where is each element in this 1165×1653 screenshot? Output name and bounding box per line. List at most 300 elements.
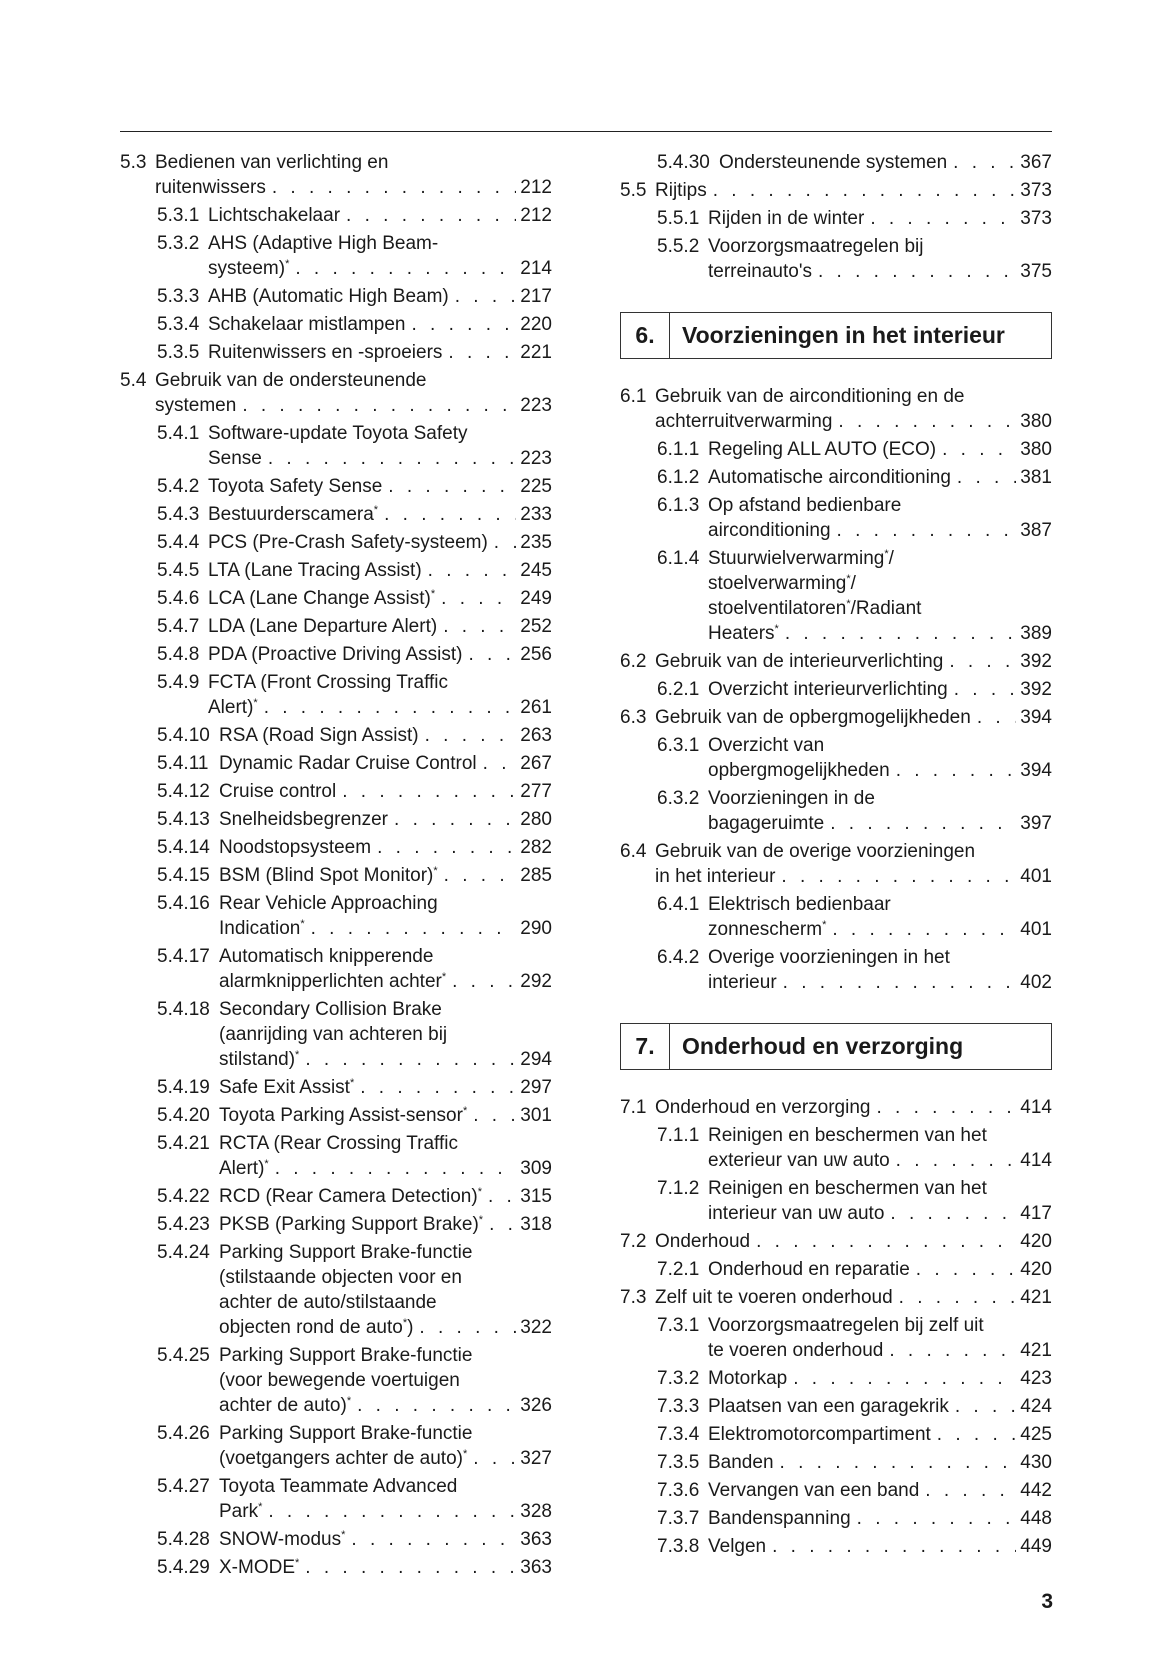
toc-entry-number: 5.4.24 xyxy=(157,1242,210,1263)
toc-entry-number: 5.4.27 xyxy=(157,1476,210,1497)
toc-entry-title-line: systemen xyxy=(155,395,237,416)
toc-entry[interactable] xyxy=(620,1123,1052,1173)
dot-leader xyxy=(977,705,1016,730)
toc-entry[interactable] xyxy=(120,1103,552,1128)
dot-leader xyxy=(468,642,516,667)
toc-entry-title-line: AHS (Adaptive High Beam- xyxy=(208,233,439,254)
toc-entry-title-line: Onderhoud en verzorging xyxy=(655,1097,871,1118)
toc-entry-page: 449 xyxy=(1020,1536,1052,1557)
toc-entry-number: 7.3.1 xyxy=(657,1315,700,1336)
footnote-asterisk: * xyxy=(463,1448,468,1460)
dot-leader xyxy=(346,203,516,228)
toc-entry[interactable] xyxy=(620,546,1052,646)
toc-entry-title-line: Rijtips xyxy=(655,180,707,201)
toc-entry-page: 285 xyxy=(520,865,552,886)
toc-entry-page: 373 xyxy=(1020,208,1052,229)
toc-entry-page: 277 xyxy=(520,781,552,802)
dot-leader xyxy=(488,1184,516,1209)
toc-entry-title-line: zonnescherm* xyxy=(708,919,827,940)
dot-leader xyxy=(949,649,1016,674)
toc-entry[interactable] xyxy=(620,1534,1052,1559)
toc-entry-title-line: Gebruik van de ondersteunende xyxy=(155,370,427,391)
toc-entry-page: 380 xyxy=(1020,439,1052,460)
dot-leader xyxy=(357,1393,516,1418)
dot-leader xyxy=(264,695,517,720)
toc-entry-title-line: Gebruik van de opbergmogelijkheden xyxy=(655,707,971,728)
toc-entry[interactable] xyxy=(120,614,552,639)
toc-entry-page: 290 xyxy=(520,918,552,939)
toc-entry-title-line: SNOW-modus* xyxy=(219,1529,346,1550)
dot-leader xyxy=(837,518,1017,543)
footnote-asterisk: * xyxy=(846,573,851,585)
toc-entry-title-line: Parking Support Brake-functie xyxy=(219,1242,473,1263)
toc-entry[interactable] xyxy=(120,723,552,748)
toc-entry-page: 414 xyxy=(1020,1097,1052,1118)
toc-entry[interactable] xyxy=(620,733,1052,783)
toc-entry[interactable] xyxy=(620,892,1052,942)
toc-entry[interactable] xyxy=(620,384,1052,434)
toc-entry[interactable] xyxy=(120,1075,552,1100)
toc-entry-number: 5.4.22 xyxy=(157,1186,210,1207)
toc-entry-page: 373 xyxy=(1020,180,1052,201)
toc-entry[interactable] xyxy=(620,1257,1052,1282)
dot-leader xyxy=(305,1555,516,1580)
dot-leader xyxy=(295,256,516,281)
toc-entry-title-line: Bedienen van verlichting en xyxy=(155,152,389,173)
toc-entry-title-line: Banden xyxy=(708,1452,774,1473)
toc-entry[interactable] xyxy=(620,705,1052,730)
dot-leader xyxy=(838,409,1016,434)
toc-entry-number: 5.3 xyxy=(120,152,147,173)
toc-entry-page: 328 xyxy=(520,1501,552,1522)
footnote-asterisk: * xyxy=(462,1105,468,1117)
toc-entry-number: 7.1.1 xyxy=(657,1125,700,1146)
toc-entry-number: 5.4.11 xyxy=(157,753,209,774)
toc-entry[interactable] xyxy=(120,474,552,499)
toc-entry-title-line: terreinauto's xyxy=(708,261,812,282)
toc-entry-page: 392 xyxy=(1020,651,1052,672)
dot-leader xyxy=(489,1212,516,1237)
footnote-asterisk: * xyxy=(300,918,305,930)
dot-leader xyxy=(783,970,1017,995)
toc-entry-title-line: Lichtschakelaar xyxy=(208,205,341,226)
toc-entry-page: 263 xyxy=(520,725,552,746)
toc-entry-page: 318 xyxy=(520,1214,552,1235)
toc-entry-page: 280 xyxy=(520,809,552,830)
toc-entry-title-line: RCTA (Rear Crossing Traffic xyxy=(219,1133,458,1154)
toc-entry-number: 6.1 xyxy=(620,386,647,407)
toc-entry-page: 225 xyxy=(520,476,552,497)
toc-entry-page: 249 xyxy=(520,588,552,609)
toc-entry-title-line: objecten rond de auto*) xyxy=(219,1317,414,1338)
toc-entry-title-line: airconditioning xyxy=(708,520,831,541)
toc-entry-title-line: alarmknipperlichten achter* xyxy=(219,971,447,992)
toc-entry-title-line: Alert)* xyxy=(208,697,258,718)
dot-leader xyxy=(452,969,516,994)
footnote-asterisk: * xyxy=(433,865,438,877)
toc-entry-title-line: Park* xyxy=(219,1501,263,1522)
dot-leader xyxy=(830,811,1016,836)
toc-entry-title-line: systeem)* xyxy=(208,258,290,279)
toc-entry[interactable] xyxy=(120,1343,552,1418)
toc-entry-page: 448 xyxy=(1020,1508,1052,1529)
dot-leader xyxy=(455,284,517,309)
dot-leader xyxy=(890,1201,1016,1226)
toc-entry-title-line: (voetgangers achter de auto)* xyxy=(219,1448,468,1469)
toc-entry[interactable] xyxy=(120,807,552,832)
toc-entry-page: 401 xyxy=(1020,919,1052,940)
toc-entry-title-line: interieur van uw auto xyxy=(708,1203,885,1224)
dot-leader xyxy=(242,393,516,418)
dot-leader xyxy=(275,1156,517,1181)
toc-entry[interactable] xyxy=(120,368,552,418)
toc-entry-page: 233 xyxy=(520,504,552,525)
toc-entry-number: 7.3 xyxy=(620,1287,647,1308)
toc-entry[interactable] xyxy=(120,558,552,583)
toc-entry-title-line: Overzicht van xyxy=(708,735,825,756)
toc-entry-number: 7.3.4 xyxy=(657,1424,700,1445)
toc-entry-title-line: Overige voorzieningen in het xyxy=(708,947,950,968)
footnote-asterisk: * xyxy=(295,1557,300,1569)
toc-entry-page: 394 xyxy=(1020,707,1052,728)
toc-entry-number: 5.4.18 xyxy=(157,999,210,1020)
dot-leader xyxy=(781,864,1016,889)
toc-entry-page: 315 xyxy=(520,1186,552,1207)
footnote-asterisk: * xyxy=(884,548,889,560)
toc-entry[interactable] xyxy=(120,421,552,471)
toc-entry-page: 397 xyxy=(1020,813,1052,834)
footnote-asterisk: * xyxy=(846,598,851,610)
chapter-heading[interactable] xyxy=(620,312,1052,359)
dot-leader xyxy=(793,1366,1016,1391)
footnote-asterisk: * xyxy=(346,1395,352,1407)
toc-entry-title-line: achter de auto/stilstaande xyxy=(219,1292,437,1313)
toc-entry-title-line: Automatische airconditioning xyxy=(708,467,951,488)
toc-entry[interactable] xyxy=(120,642,552,667)
toc-entry-title-line: Onderhoud en reparatie xyxy=(708,1259,910,1280)
toc-entry-title-line: bagageruimte xyxy=(708,813,825,834)
toc-entry[interactable] xyxy=(120,502,552,527)
toc-entry[interactable] xyxy=(620,206,1052,231)
toc-entry[interactable] xyxy=(620,150,1052,175)
toc-entry-number: 5.4.5 xyxy=(157,560,200,581)
footnote-asterisk: * xyxy=(822,919,827,931)
toc-entry[interactable] xyxy=(120,1131,552,1181)
toc-entry-title-line: X-MODE* xyxy=(219,1557,300,1578)
toc-entry-page: 223 xyxy=(520,448,552,469)
toc-entry-title-line: Vervangen van een band xyxy=(708,1480,920,1501)
toc-entry-page: 389 xyxy=(1020,623,1052,644)
dot-leader xyxy=(916,1257,1017,1282)
toc-entry-title-line: Voorzorgsmaatregelen bij xyxy=(708,236,924,257)
toc-entry-title-line: FCTA (Front Crossing Traffic xyxy=(208,672,449,693)
toc-entry-number: 5.3.2 xyxy=(157,233,200,254)
toc-entry-page: 380 xyxy=(1020,411,1052,432)
toc-entry-number: 7.3.5 xyxy=(657,1452,700,1473)
toc-entry[interactable] xyxy=(120,779,552,804)
toc-entry[interactable] xyxy=(120,150,552,200)
toc-entry-title-line: RSA (Road Sign Assist) xyxy=(219,725,419,746)
toc-entry-number: 5.4.20 xyxy=(157,1105,210,1126)
toc-entry[interactable] xyxy=(620,1229,1052,1254)
toc-entry-page: 297 xyxy=(520,1077,552,1098)
toc-entry-title-line: Dynamic Radar Cruise Control xyxy=(219,753,477,774)
dot-leader xyxy=(342,779,516,804)
toc-entry[interactable] xyxy=(120,944,552,994)
toc-entry-title-line: Gebruik van de overige voorzieningen xyxy=(655,841,976,862)
toc-entry[interactable] xyxy=(620,493,1052,543)
footnote-asterisk: * xyxy=(430,588,436,600)
toc-entry-title-line: Noodstopsysteem xyxy=(219,837,372,858)
toc-entry-title-line: achterruitverwarming xyxy=(655,411,833,432)
toc-entry[interactable] xyxy=(620,234,1052,284)
dot-leader xyxy=(411,312,516,337)
toc-entry-page: 327 xyxy=(520,1448,552,1469)
toc-entry-title-line: Voorzorgsmaatregelen bij zelf uit xyxy=(708,1315,984,1336)
toc-entry[interactable] xyxy=(620,1285,1052,1310)
toc-entry-title-line: exterieur van uw auto xyxy=(708,1150,890,1171)
toc-entry-title-line: Voorzieningen in de xyxy=(708,788,875,809)
toc-entry-number: 7.2 xyxy=(620,1231,647,1252)
toc-entry-title-line: te voeren onderhoud xyxy=(708,1340,884,1361)
toc-entry[interactable] xyxy=(120,1474,552,1524)
toc-entry[interactable] xyxy=(620,1506,1052,1531)
dot-leader xyxy=(889,1338,1016,1363)
footnote-asterisk: * xyxy=(341,1529,346,1541)
toc-entry-number: 5.4.21 xyxy=(157,1133,210,1154)
toc-entry[interactable] xyxy=(620,677,1052,702)
toc-entry-number: 5.4.8 xyxy=(157,644,200,665)
dot-leader xyxy=(443,614,516,639)
toc-entry[interactable] xyxy=(120,1184,552,1209)
toc-entry[interactable] xyxy=(620,1366,1052,1391)
toc-entry-number: 6.4 xyxy=(620,841,647,862)
toc-entry-page: 442 xyxy=(1020,1480,1052,1501)
toc-entry-title-line: Secondary Collision Brake xyxy=(219,999,442,1020)
toc-entry-title-line: (stilstaande objecten voor en xyxy=(219,1267,462,1288)
toc-entry-page: 421 xyxy=(1020,1287,1052,1308)
toc-entry[interactable] xyxy=(620,1450,1052,1475)
toc-entry[interactable] xyxy=(120,530,552,555)
dot-leader xyxy=(384,502,516,527)
toc-entry-page: 387 xyxy=(1020,520,1052,541)
toc-entry-title-line: Op afstand bedienbare xyxy=(708,495,902,516)
toc-entry[interactable] xyxy=(120,1555,552,1580)
dot-leader xyxy=(272,175,516,200)
toc-entry-number: 5.4.25 xyxy=(157,1345,210,1366)
toc-entry-title-line: Bestuurderscamera* xyxy=(208,504,379,525)
footnote-asterisk: * xyxy=(402,1317,408,1329)
toc-entry-number: 7.1.2 xyxy=(657,1178,700,1199)
toc-entry[interactable] xyxy=(120,891,552,941)
toc-entry[interactable] xyxy=(120,751,552,776)
toc-entry-page: 282 xyxy=(520,837,552,858)
toc-left-column xyxy=(120,150,552,1580)
toc-entry[interactable] xyxy=(620,1394,1052,1419)
dot-leader xyxy=(937,1422,1017,1447)
toc-entry-number: 5.4.26 xyxy=(157,1423,210,1444)
toc-entry-number: 5.4.19 xyxy=(157,1077,210,1098)
toc-entry-title-line: Zelf uit te voeren onderhoud xyxy=(655,1287,893,1308)
footnote-asterisk: * xyxy=(477,1186,482,1198)
toc-entry[interactable] xyxy=(120,863,552,888)
toc-entry-page: 235 xyxy=(520,532,552,553)
dot-leader xyxy=(494,530,517,555)
toc-entry[interactable] xyxy=(620,1313,1052,1363)
toc-entry[interactable] xyxy=(120,1421,552,1471)
toc-entry-number: 6.3 xyxy=(620,707,647,728)
toc-entry-number: 7.3.8 xyxy=(657,1536,700,1557)
toc-entry[interactable] xyxy=(120,1240,552,1340)
toc-entry-number: 7.3.2 xyxy=(657,1368,700,1389)
dot-leader xyxy=(441,586,516,611)
dot-leader xyxy=(473,1446,516,1471)
toc-entry[interactable] xyxy=(120,203,552,228)
toc-entry-title-line: Toyota Parking Assist-sensor* xyxy=(219,1105,468,1126)
toc-entry-number: 5.4.6 xyxy=(157,588,200,609)
toc-entry-number: 5.5 xyxy=(620,180,647,201)
dot-leader xyxy=(305,1047,516,1072)
toc-entry-page: 423 xyxy=(1020,1368,1052,1389)
toc-entry-title-line: LCA (Lane Change Assist)* xyxy=(208,588,436,609)
toc-entry-title-line: stoelventilatoren*/Radiant xyxy=(708,598,922,619)
toc-entry[interactable] xyxy=(120,586,552,611)
dot-leader xyxy=(857,1506,1017,1531)
dot-leader xyxy=(899,1285,1017,1310)
toc-entry[interactable] xyxy=(120,997,552,1072)
dot-leader xyxy=(377,835,516,860)
toc-entry[interactable] xyxy=(620,1478,1052,1503)
toc-entry[interactable] xyxy=(620,649,1052,674)
dot-leader xyxy=(268,1499,516,1524)
toc-entry[interactable] xyxy=(120,1527,552,1552)
toc-entry[interactable] xyxy=(620,1095,1052,1120)
toc-entry[interactable] xyxy=(620,1422,1052,1447)
dot-leader xyxy=(832,917,1016,942)
toc-entry-title-line: Schakelaar mistlampen xyxy=(208,314,406,335)
toc-entry[interactable] xyxy=(120,284,552,309)
toc-entry-title-line: PDA (Proactive Driving Assist) xyxy=(208,644,463,665)
toc-entry-number: 6.1.2 xyxy=(657,467,700,488)
dot-leader xyxy=(394,807,516,832)
toc-entry-title-line: Indication* xyxy=(219,918,305,939)
toc-entry-title-line: LTA (Lane Tracing Assist) xyxy=(208,560,422,581)
toc-entry-page: 421 xyxy=(1020,1340,1052,1361)
toc-entry-number: 5.4.1 xyxy=(157,423,200,444)
toc-entry-number: 6.3.1 xyxy=(657,735,700,756)
dot-leader xyxy=(388,474,516,499)
toc-entry-title-line: Stuurwielverwarming*/ xyxy=(708,548,894,569)
dot-leader xyxy=(425,723,517,748)
dot-leader xyxy=(876,1095,1016,1120)
toc-entry-number: 5.4.12 xyxy=(157,781,210,802)
toc-entry[interactable] xyxy=(620,178,1052,203)
dot-leader xyxy=(351,1527,516,1552)
toc-entry-number: 6.2 xyxy=(620,651,647,672)
toc-entry[interactable] xyxy=(620,786,1052,836)
toc-entry[interactable] xyxy=(620,945,1052,995)
toc-entry[interactable] xyxy=(120,231,552,281)
footnote-asterisk: * xyxy=(441,971,447,983)
toc-entry[interactable] xyxy=(620,465,1052,490)
toc-entry-page: 424 xyxy=(1020,1396,1052,1417)
toc-entry-number: 5.4.9 xyxy=(157,672,200,693)
dot-leader xyxy=(444,863,517,888)
footnote-asterisk: * xyxy=(478,1214,484,1226)
toc-entry[interactable] xyxy=(120,1212,552,1237)
toc-entry[interactable] xyxy=(620,437,1052,462)
toc-entry-number: 7.3.7 xyxy=(657,1508,700,1529)
toc-entry-page: 420 xyxy=(1020,1231,1052,1252)
header-rule xyxy=(120,131,1052,132)
toc-entry[interactable] xyxy=(620,839,1052,889)
toc-entry[interactable] xyxy=(120,835,552,860)
toc-entry-title-line: PCS (Pre-Crash Safety-systeem) xyxy=(208,532,488,553)
toc-entry-number: 5.4.16 xyxy=(157,893,210,914)
toc-entry-page: 322 xyxy=(520,1317,552,1338)
toc-entry-title-line: LDA (Lane Departure Alert) xyxy=(208,616,438,637)
toc-entry-number: 5.4.28 xyxy=(157,1529,210,1550)
dot-leader xyxy=(925,1478,1016,1503)
toc-entry[interactable] xyxy=(620,1176,1052,1226)
toc-entry-number: 5.4.13 xyxy=(157,809,210,830)
toc-entry-title-line: BSM (Blind Spot Monitor)* xyxy=(219,865,438,886)
toc-entry-title-line: Plaatsen van een garagekrik xyxy=(708,1396,949,1417)
toc-entry[interactable] xyxy=(120,670,552,720)
toc-entry-title-line: Software-update Toyota Safety xyxy=(208,423,468,444)
toc-entry-number: 5.3.3 xyxy=(157,286,200,307)
toc-entry-title-line: Toyota Teammate Advanced xyxy=(219,1476,458,1497)
dot-leader xyxy=(360,1075,516,1100)
toc-entry-page: 309 xyxy=(520,1158,552,1179)
toc-entry[interactable] xyxy=(120,312,552,337)
toc-entry-page: 381 xyxy=(1020,467,1052,488)
toc-entry-number: 6.3.2 xyxy=(657,788,700,809)
toc-entry-title-line: Motorkap xyxy=(708,1368,788,1389)
toc-entry-title-line: achter de auto)* xyxy=(219,1395,352,1416)
toc-entry-number: 6.1.3 xyxy=(657,495,700,516)
toc-entry-number: 5.4.4 xyxy=(157,532,200,553)
toc-entry-title-line: Toyota Safety Sense xyxy=(208,476,383,497)
toc-entry-title-line: Safe Exit Assist* xyxy=(219,1077,355,1098)
toc-entry-page: 252 xyxy=(520,616,552,637)
toc-entry-page: 417 xyxy=(1020,1203,1052,1224)
toc-entry-title-line: Ondersteunende systemen xyxy=(719,152,948,173)
dot-leader xyxy=(428,558,517,583)
dot-leader xyxy=(756,1229,1016,1254)
toc-entry-number: 7.3.6 xyxy=(657,1480,700,1501)
toc-entry-page: 392 xyxy=(1020,679,1052,700)
dot-leader xyxy=(942,437,1016,462)
toc-entry-title-line: Gebruik van de interieurverlichting xyxy=(655,651,944,672)
toc-entry-page: 394 xyxy=(1020,760,1052,781)
toc-entry-title-line: AHB (Automatic High Beam) xyxy=(208,286,449,307)
toc-entry-number: 5.3.5 xyxy=(157,342,200,363)
toc-entry-title-line: ruitenwissers xyxy=(155,177,266,198)
dot-leader xyxy=(473,1103,516,1128)
dot-leader xyxy=(311,916,517,941)
toc-entry-number: 6.1.1 xyxy=(657,439,700,460)
toc-entry-page: 414 xyxy=(1020,1150,1052,1171)
toc-entry-title-line: stilstand)* xyxy=(219,1049,300,1070)
toc-entry-title-line: Elektrisch bedienbaar xyxy=(708,894,891,915)
chapter-heading[interactable] xyxy=(620,1023,1052,1070)
dot-leader xyxy=(818,259,1016,284)
page-number: 3 xyxy=(1041,1590,1053,1613)
toc-entry[interactable] xyxy=(120,340,552,365)
footnote-asterisk: * xyxy=(258,1501,263,1513)
toc-entry-title-line: Sense xyxy=(208,448,262,469)
